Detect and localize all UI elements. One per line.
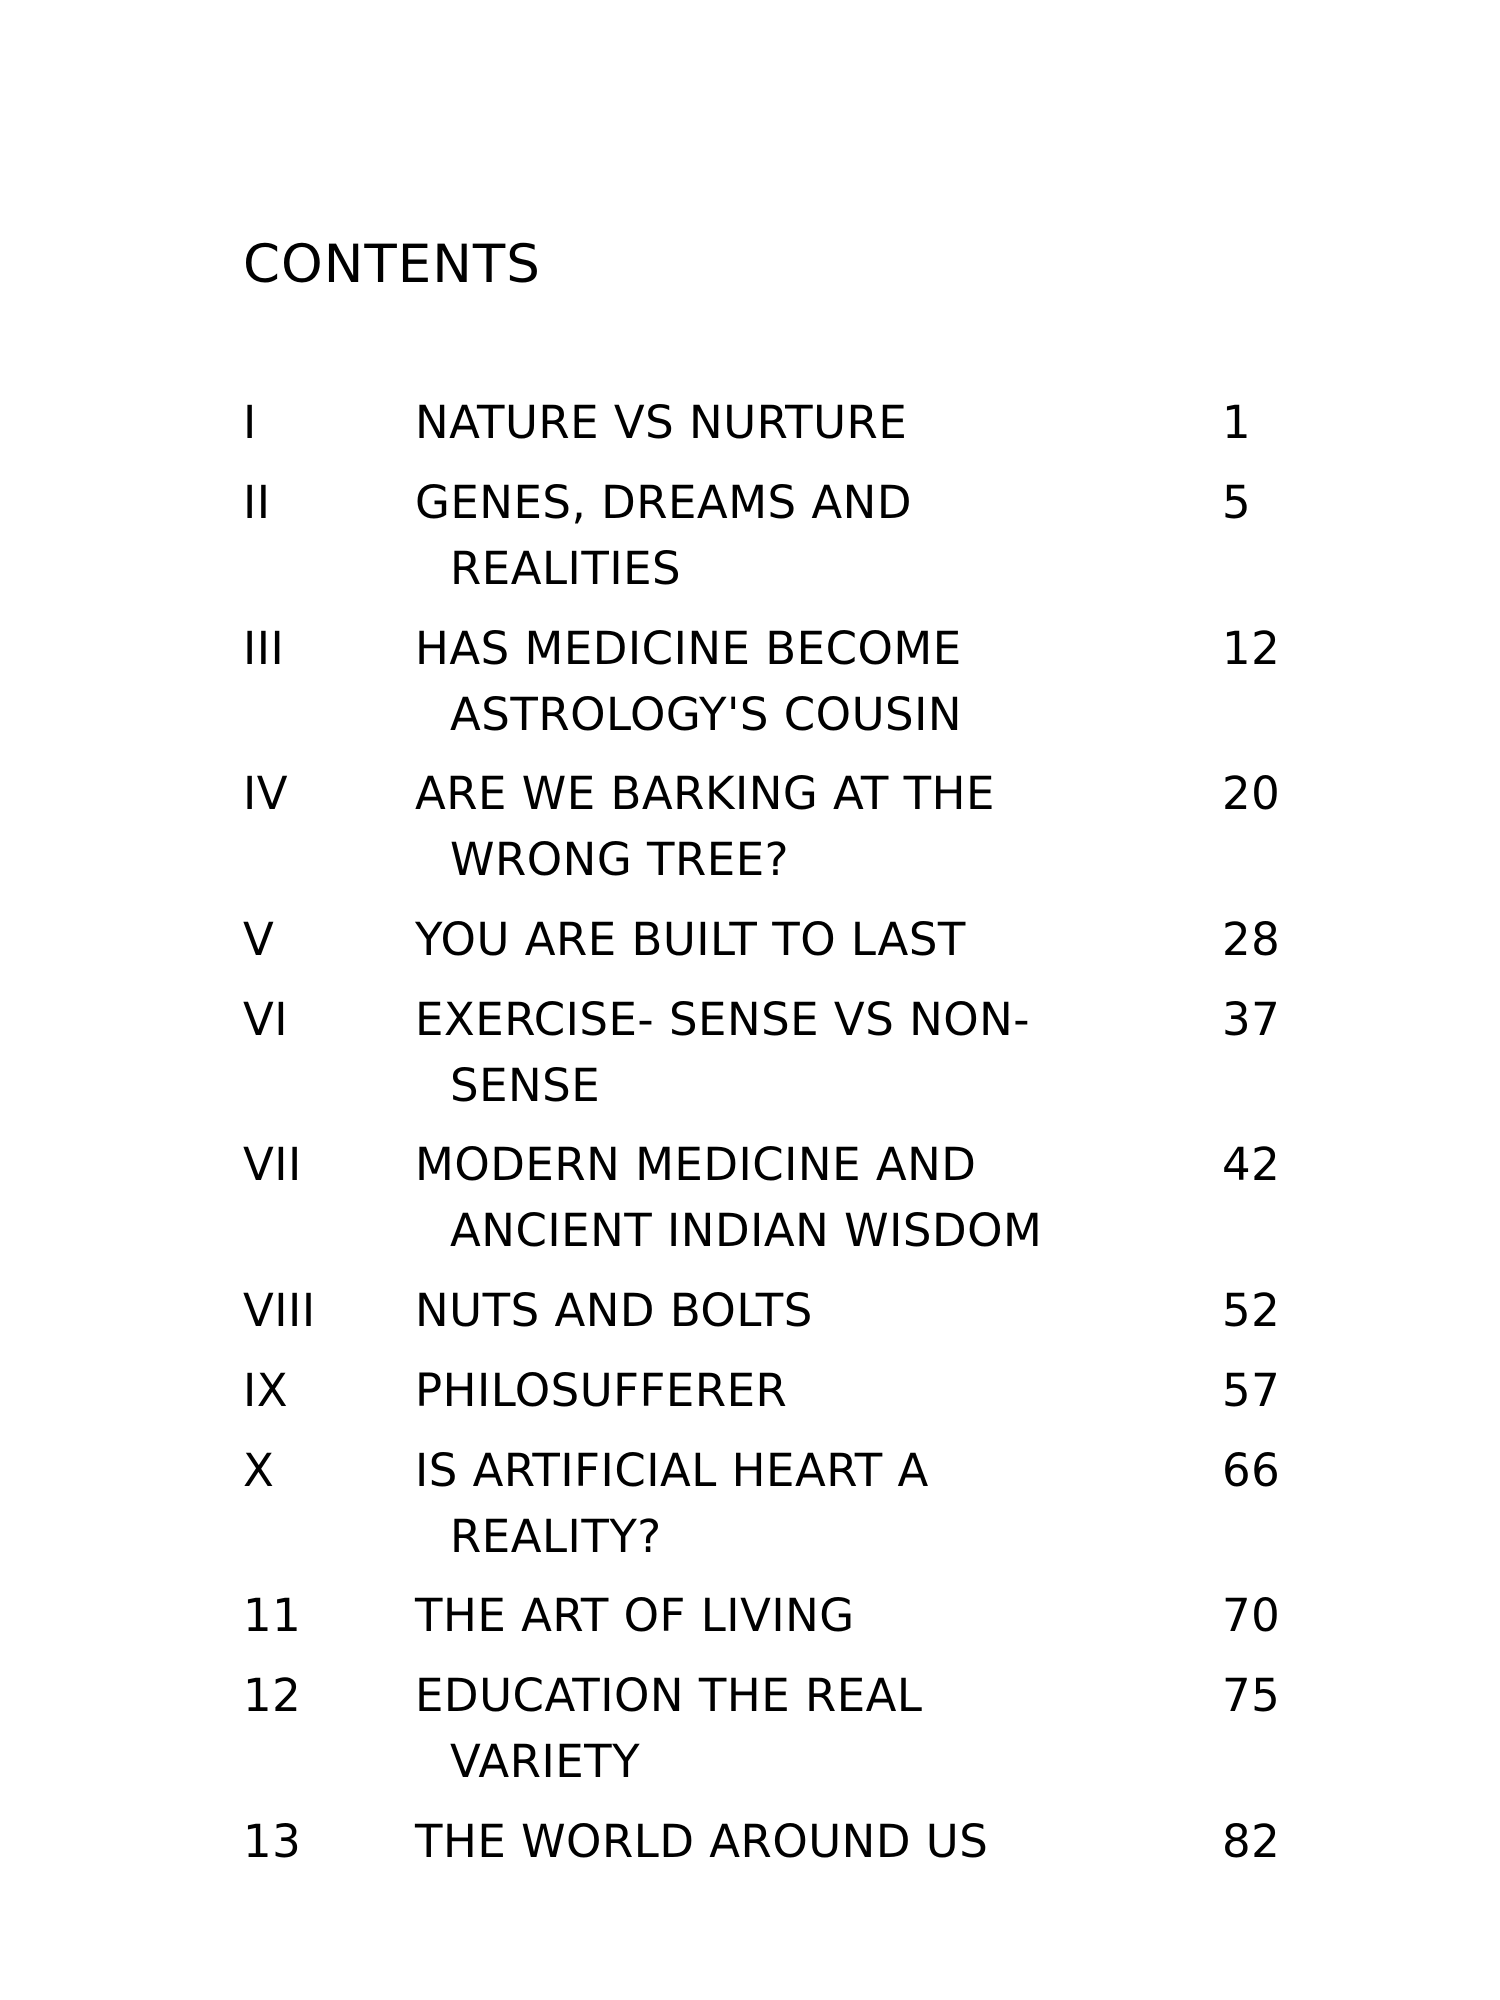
- page-number: 5: [1222, 476, 1252, 529]
- page-number: 57: [1222, 1364, 1281, 1417]
- page-number: 20: [1222, 767, 1281, 820]
- chapter-title: THE WORLD AROUND US: [415, 1815, 989, 1868]
- page-number: 28: [1222, 913, 1281, 966]
- chapter-number: I: [243, 396, 257, 449]
- page-number: 82: [1222, 1815, 1281, 1868]
- chapter-title: GENES, DREAMS AND: [415, 476, 912, 529]
- chapter-number: V: [243, 913, 275, 966]
- page-number: 1: [1222, 396, 1252, 449]
- chapter-number: X: [243, 1444, 275, 1497]
- page-number: 52: [1222, 1284, 1281, 1337]
- chapter-title: HAS MEDICINE BECOME: [415, 622, 962, 675]
- chapter-title-continued: WRONG TREE?: [450, 833, 790, 886]
- page-number: 37: [1222, 993, 1281, 1046]
- chapter-title: PHILOSUFFERER: [415, 1364, 788, 1417]
- chapter-number: 11: [243, 1589, 302, 1642]
- chapter-title: THE ART OF LIVING: [415, 1589, 855, 1642]
- chapter-number: 12: [243, 1669, 302, 1722]
- chapter-number: IX: [243, 1364, 289, 1417]
- chapter-title-continued: VARIETY: [450, 1735, 641, 1788]
- page-number: 75: [1222, 1669, 1281, 1722]
- page-number: 12: [1222, 622, 1281, 675]
- chapter-title-continued: ASTROLOGY'S COUSIN: [450, 688, 963, 741]
- chapter-title-continued: REALITY?: [450, 1510, 662, 1563]
- chapter-number: VIII: [243, 1284, 316, 1337]
- page-title: CONTENTS: [243, 234, 541, 295]
- chapter-number: 13: [243, 1815, 302, 1868]
- chapter-title-continued: REALITIES: [450, 542, 682, 595]
- chapter-title-continued: ANCIENT INDIAN WISDOM: [450, 1204, 1043, 1257]
- chapter-number: II: [243, 476, 271, 529]
- chapter-title: IS ARTIFICIAL HEART A: [415, 1444, 929, 1497]
- page-number: 66: [1222, 1444, 1281, 1497]
- chapter-number: VII: [243, 1138, 302, 1191]
- chapter-title: ARE WE BARKING AT THE: [415, 767, 995, 820]
- page-number: 42: [1222, 1138, 1281, 1191]
- page-number: 70: [1222, 1589, 1281, 1642]
- chapter-number: III: [243, 622, 285, 675]
- chapter-number: IV: [243, 767, 289, 820]
- chapter-title: NATURE VS NURTURE: [415, 396, 908, 449]
- chapter-title: EDUCATION THE REAL: [415, 1669, 923, 1722]
- chapter-number: VI: [243, 993, 289, 1046]
- chapter-title: NUTS AND BOLTS: [415, 1284, 813, 1337]
- chapter-title: YOU ARE BUILT TO LAST: [415, 913, 966, 966]
- chapter-title: MODERN MEDICINE AND: [415, 1138, 977, 1191]
- chapter-title: EXERCISE- SENSE VS NON-: [415, 993, 1031, 1046]
- chapter-title-continued: SENSE: [450, 1059, 601, 1112]
